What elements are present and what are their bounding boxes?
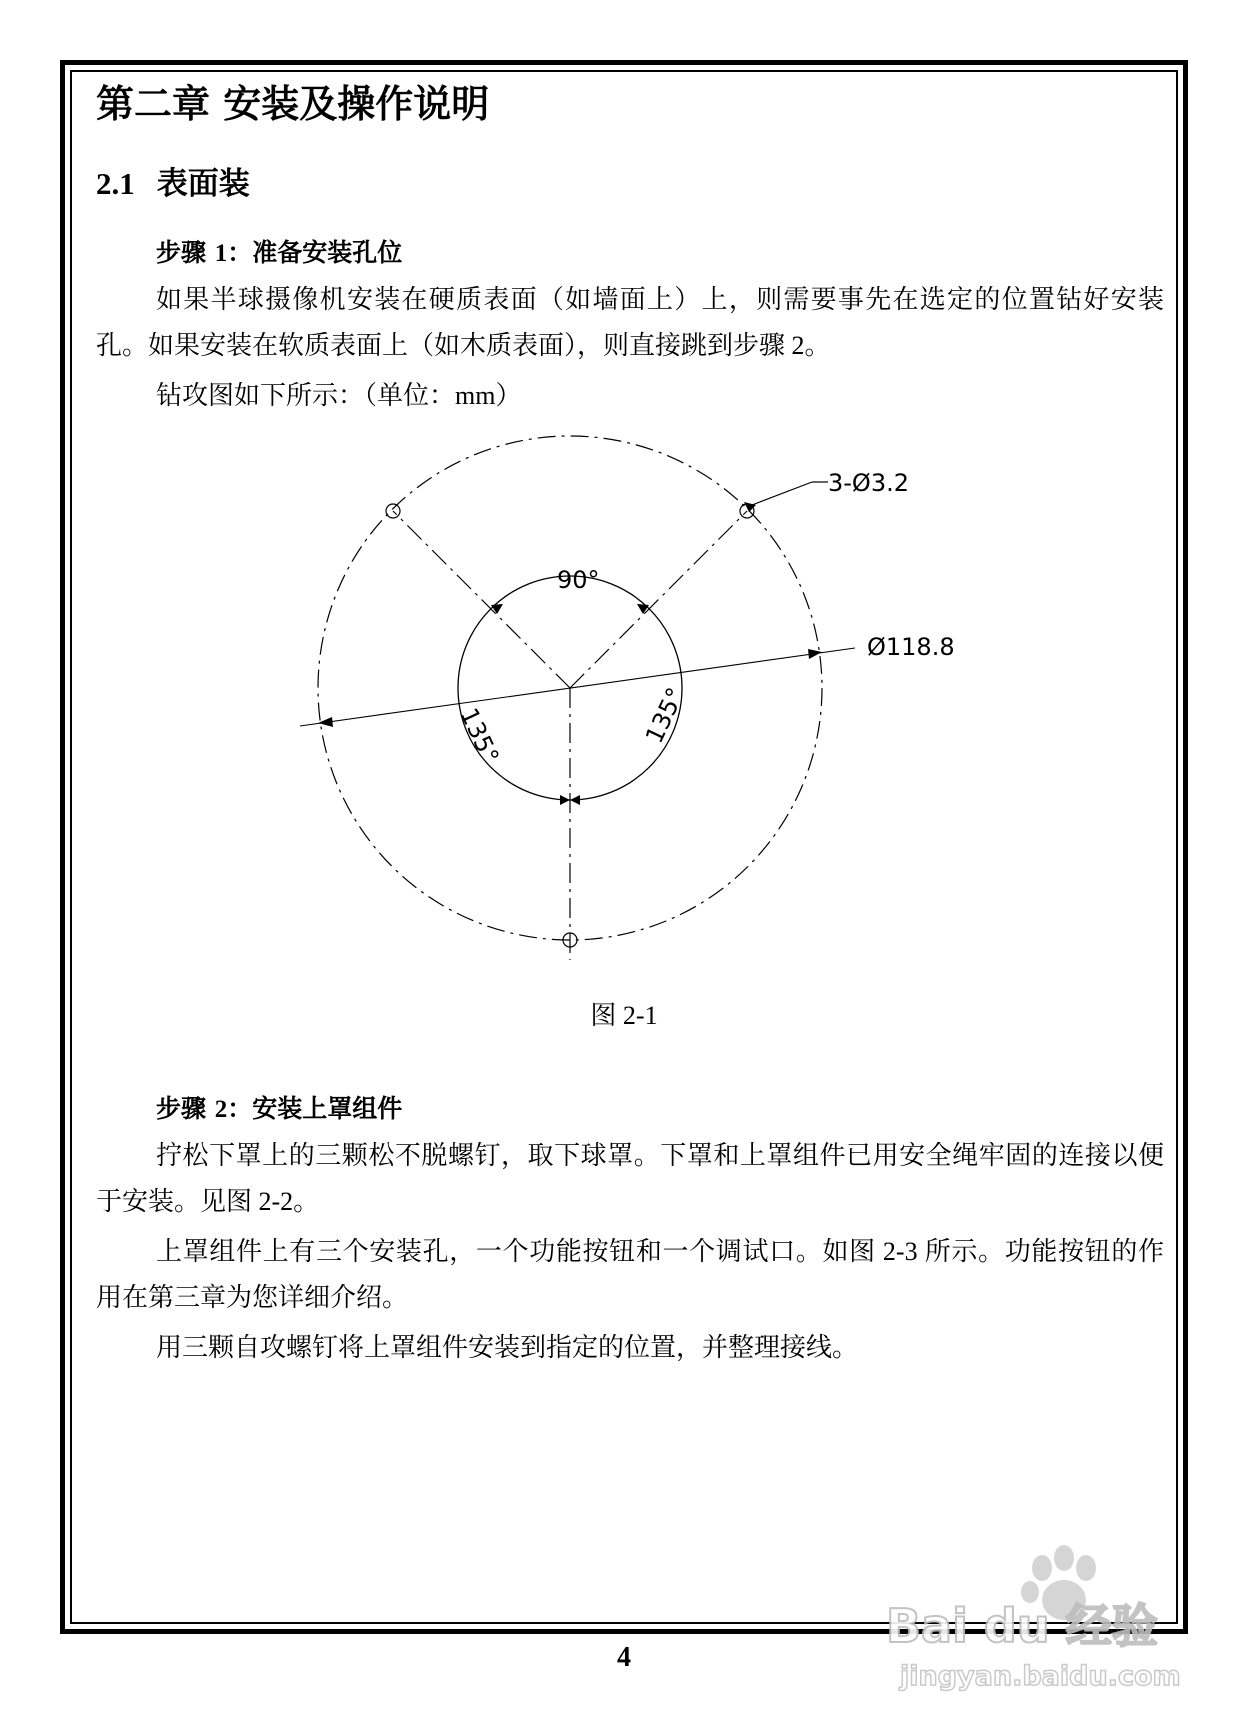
- hole-spec-label: 3-Ø3.2: [828, 469, 909, 497]
- page-number: 4: [617, 1642, 631, 1673]
- section-number: 2.1: [96, 166, 135, 201]
- angle-label-top: 90°: [557, 566, 600, 594]
- angle-label-left: 135°: [454, 703, 505, 768]
- step2-title-text: ：安装上罩组件: [227, 1094, 403, 1123]
- step1-title-prefix: 步骤: [156, 238, 215, 267]
- baidu-watermark: [880, 1530, 1200, 1700]
- watermark-brand: Bai du 经验: [886, 1599, 1158, 1653]
- angle-label-right: 135°: [640, 683, 690, 748]
- angle-arrow-left-upper: [491, 604, 503, 614]
- step1-paragraph-2: 钻攻图如下所示：（单位：mm）: [156, 381, 522, 410]
- figure-caption: 图 2-1: [590, 1001, 658, 1030]
- drill-template-figure: [280, 422, 960, 982]
- step2-title-prefix: 步骤: [156, 1094, 215, 1123]
- page-content: [96, 76, 1164, 419]
- diameter-line: [300, 648, 855, 726]
- step2-paragraph-3: 用三颗自攻螺钉将上罩组件安装到指定的位置，并整理接线。: [156, 1333, 859, 1362]
- step2-title-number: 2: [214, 1096, 228, 1123]
- hole-leader-line: [752, 482, 812, 505]
- step2-paragraph-2: 上罩组件上有三个安装孔，一个功能按钮和一个调试口。如图 2-3 所示。功能按钮的作用在第三章为您详细介绍。: [96, 1237, 1164, 1312]
- radius-line-left: [393, 511, 570, 688]
- step2-title: [156, 1090, 1164, 1129]
- radius-line-right: [570, 511, 747, 688]
- watermark-url: jingyan.baidu.com: [900, 1661, 1181, 1692]
- step1-title-number: 1: [214, 240, 228, 267]
- step1-title-text: ：准备安装孔位: [227, 238, 403, 267]
- angle-arrow-bottom-left: [560, 795, 570, 805]
- step1-paragraph-1: 如果半球摄像机安装在硬质表面（如墙面上）上，则需要事先在选定的位置钻好安装孔。如果安装在软质表面上（如木质表面），则直接跳到步骤 2。: [96, 285, 1164, 360]
- step2-paragraph-1: 拧松下罩上的三颗松不脱螺钉，取下球罩。下罩和上罩组件已用安全绳牢固的连接以便于安装。见图 2-2。: [96, 1141, 1164, 1216]
- section-title: 表面装: [156, 166, 250, 202]
- section-heading: [96, 162, 1164, 206]
- angle-arrow-bottom: [570, 795, 580, 805]
- step2-section: [96, 1090, 1164, 1371]
- chapter-title: 第二章 安装及操作说明: [96, 82, 490, 126]
- step1-title: [156, 234, 1164, 273]
- angle-arrow-right-upper: [637, 604, 649, 614]
- diameter-label: Ø118.8: [867, 633, 955, 661]
